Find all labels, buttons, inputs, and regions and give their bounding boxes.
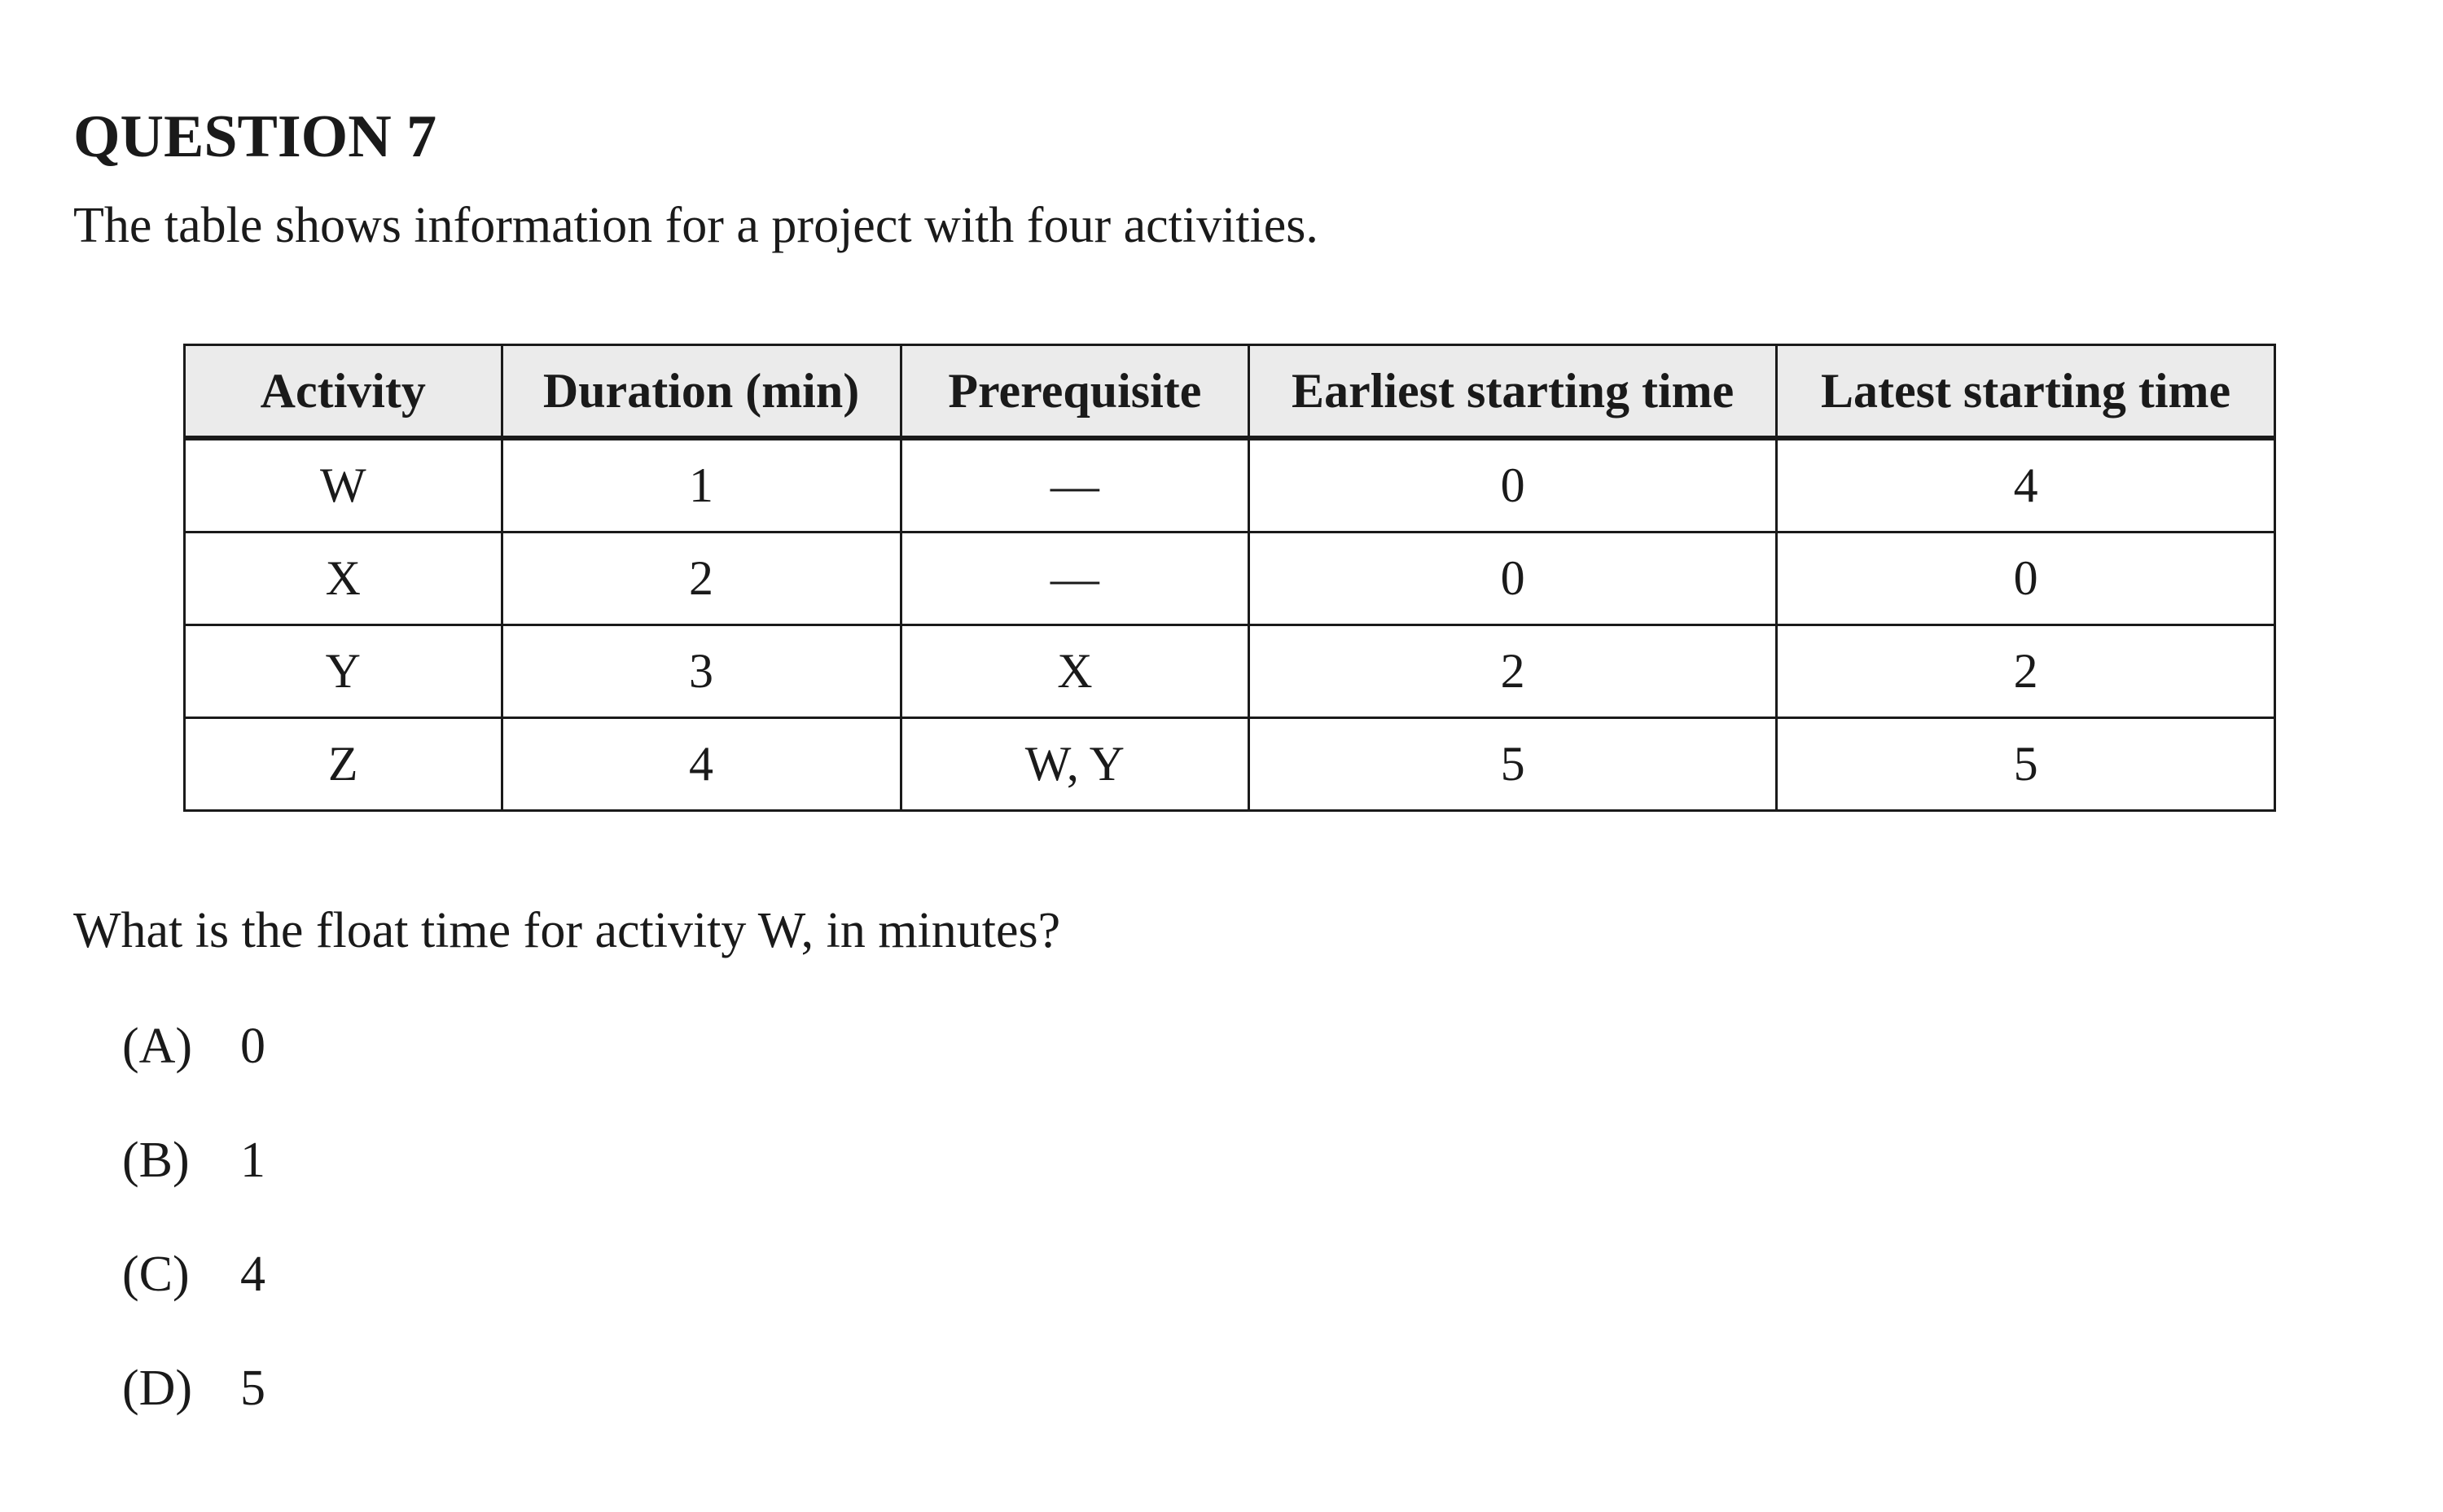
cell-prerequisite: X: [901, 625, 1249, 718]
header-latest-start: Latest starting time: [1777, 345, 2275, 439]
header-earliest-start: Earliest starting time: [1249, 345, 1777, 439]
option-b[interactable]: [122, 1124, 265, 1238]
option-value: 5: [240, 1361, 265, 1416]
cell-duration: 2: [502, 532, 901, 625]
cell-prerequisite: —: [901, 438, 1249, 532]
cell-latest-start: 5: [1777, 718, 2275, 811]
option-c[interactable]: [122, 1238, 265, 1352]
option-label: (A): [122, 1019, 193, 1074]
cell-latest-start: 2: [1777, 625, 2275, 718]
option-label: (C): [122, 1247, 190, 1302]
cell-earliest-start: 2: [1249, 625, 1777, 718]
cell-activity: X: [185, 532, 502, 625]
cell-activity: Z: [185, 718, 502, 811]
question-title: QUESTION 7: [73, 103, 437, 170]
option-d[interactable]: [122, 1352, 265, 1466]
question-text: What is the float time for activity W, in minutes?: [73, 903, 1061, 958]
table-row: [185, 625, 2275, 718]
option-value: 0: [240, 1019, 265, 1074]
header-prerequisite: Prerequisite: [901, 345, 1249, 439]
cell-duration: 1: [502, 438, 901, 532]
table-header-row: [185, 345, 2275, 439]
option-label: (B): [122, 1133, 190, 1188]
cell-prerequisite: W, Y: [901, 718, 1249, 811]
header-activity: Activity: [185, 345, 502, 439]
intro-text: The table shows information for a project with four activities.: [73, 198, 1318, 253]
option-value: 4: [240, 1247, 265, 1302]
header-duration: Duration (min): [502, 345, 901, 439]
table-row: [185, 718, 2275, 811]
option-a[interactable]: [122, 1010, 265, 1124]
cell-prerequisite: —: [901, 532, 1249, 625]
option-value: 1: [240, 1133, 265, 1188]
cell-activity: Y: [185, 625, 502, 718]
option-label: (D): [122, 1361, 193, 1416]
cell-earliest-start: 0: [1249, 438, 1777, 532]
cell-latest-start: 4: [1777, 438, 2275, 532]
answer-options: [122, 1010, 265, 1466]
cell-duration: 3: [502, 625, 901, 718]
cell-earliest-start: 5: [1249, 718, 1777, 811]
table-row: [185, 532, 2275, 625]
activity-table: [183, 344, 2276, 812]
cell-earliest-start: 0: [1249, 532, 1777, 625]
table-row: [185, 438, 2275, 532]
cell-latest-start: 0: [1777, 532, 2275, 625]
cell-duration: 4: [502, 718, 901, 811]
cell-activity: W: [185, 438, 502, 532]
